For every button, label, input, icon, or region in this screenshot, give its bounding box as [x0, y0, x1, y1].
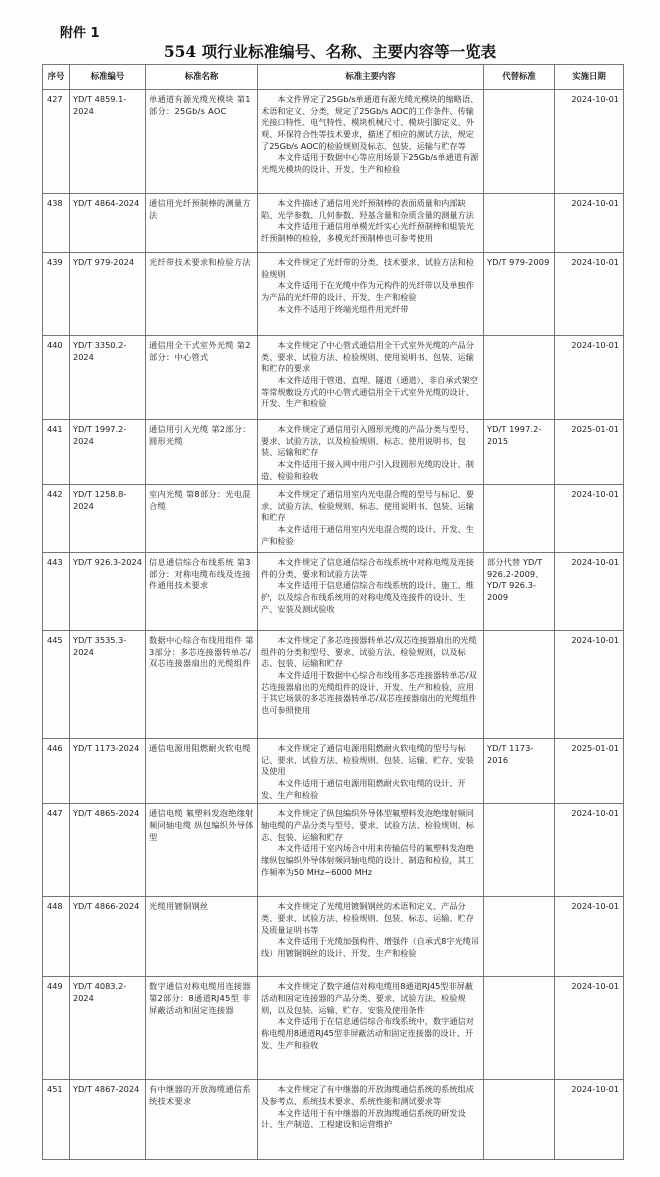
- table-row: [43, 1080, 624, 1160]
- cell-seq: 445: [43, 631, 70, 739]
- table-row: [43, 553, 624, 631]
- cell-name: 通信电缆 氟塑料发泡绝缘射频同轴电缆 纵包编织外导体型: [146, 804, 258, 897]
- content-paragraph: 本文件适用于数据中心等应用场景下25Gb/s单通道有源光缆光模块的设计、开发、生产和检验: [261, 152, 479, 174]
- cell-seq: 441: [43, 420, 70, 485]
- cell-date: 2024-10-01: [555, 1080, 624, 1160]
- cell-seq: 442: [43, 485, 70, 553]
- cell-content: [258, 897, 484, 977]
- cell-replaces: [484, 897, 555, 977]
- cell-content: [258, 336, 484, 420]
- cell-content: [258, 977, 484, 1080]
- cell-date: 2024-10-01: [555, 897, 624, 977]
- cell-code: YD/T 1173-2024: [70, 739, 146, 804]
- content-paragraph: 本文件适用于在光缆中作为元构件的光纤带以及单独作为产品的光纤带的设计、开发、生产和检验: [261, 280, 474, 302]
- table-row: [43, 631, 624, 739]
- content-paragraph: 本文件规定了中心管式通信用全干式室外光缆的产品分类、要求、试验方法、检验规则、使用说明书、包装、运输和贮存的要求: [261, 340, 474, 374]
- page-title: 554 项行业标准编号、名称、主要内容等一览表: [163, 42, 497, 61]
- cell-code: YD/T 1258.8-2024: [70, 485, 146, 553]
- cell-code: YD/T 4865-2024: [70, 804, 146, 897]
- header-content: 标准主要内容: [258, 65, 484, 90]
- cell-seq: 446: [43, 739, 70, 804]
- cell-replaces: [484, 194, 555, 253]
- cell-seq: 439: [43, 253, 70, 336]
- cell-code: YD/T 3350.2-2024: [70, 336, 146, 420]
- cell-replaces: [484, 1080, 555, 1160]
- cell-replaces: [484, 631, 555, 739]
- cell-date: 2024-10-01: [555, 194, 624, 253]
- cell-seq: 449: [43, 977, 70, 1080]
- cell-seq: 447: [43, 804, 70, 897]
- cell-name: 室内光缆 第8部分：光电混合缆: [146, 485, 258, 553]
- content-paragraph: 本文件规定了光纤带的分类、技术要求、试验方法和检验规则: [261, 257, 474, 279]
- cell-seq: 451: [43, 1080, 70, 1160]
- cell-code: YD/T 3535.3-2024: [70, 631, 146, 739]
- cell-content: [258, 420, 484, 485]
- content-paragraph: 本文件规定了数字通信对称电缆用8通道RJ45型非屏蔽活动和固定连接器的产品分类、要求、试验方法、检验规则，以及包装、运输、贮存、安装及使用条件: [261, 981, 474, 1015]
- table-body: [43, 90, 624, 1160]
- cell-content: [258, 253, 484, 336]
- cell-name: 光缆用镀铜钢丝: [146, 897, 258, 977]
- cell-seq: 427: [43, 90, 70, 194]
- cell-date: 2024-10-01: [555, 631, 624, 739]
- content-paragraph: 本文件规定了通信用引入圆形光缆的产品分类与型号、要求、试验方法，以及检验规则、标志、使用说明书、包装、运输和贮存: [261, 424, 474, 458]
- cell-replaces: [484, 336, 555, 420]
- cell-seq: 438: [43, 194, 70, 253]
- cell-code: YD/T 979-2024: [70, 253, 146, 336]
- cell-name: 有中继器的开放海缆通信系统技术要求: [146, 1080, 258, 1160]
- cell-content: [258, 194, 484, 253]
- cell-content: [258, 804, 484, 897]
- cell-content: [258, 553, 484, 631]
- cell-seq: 448: [43, 897, 70, 977]
- cell-name: 信息通信综合布线系统 第3部分：对称电缆布线及连接件通用技术要求: [146, 553, 258, 631]
- table-row: [43, 739, 624, 804]
- content-paragraph: 本文件界定了25Gb/s单通道有源光缆光模块的缩略语、术语和定义、分类，规定了25Gb/s AOC的工作条件、传输光接口特性、电气特性、模块机械尺寸、模块引脚定义、外观、环保符合性等技术要求，描述了相应的测试方法，规定了25Gb/s AOC的检验规则及标志、包装、运输与贮存等: [261, 94, 479, 151]
- cell-date: 2024-10-01: [555, 336, 624, 420]
- content-paragraph: 本文件规定了通信电源用阻燃耐火软电缆的型号与标记、要求、试验方法、检验规则、包装、运输、贮存、安装及使用: [261, 743, 474, 777]
- cell-name: 通信用引入光缆 第2部分：圆形光缆: [146, 420, 258, 485]
- cell-code: YD/T 4867-2024: [70, 1080, 146, 1160]
- table-row: [43, 897, 624, 977]
- table-header-row: [43, 65, 624, 90]
- content-paragraph: 本文件适用于数据中心综合布线用多芯连接器转单芯/双芯连接器扇出的光缆组件的设计、开发、生产和检验，应用于其它场景的多芯连接器转单芯/双芯连接器扇出的光缆组件也可参照使用: [261, 670, 477, 716]
- cell-replaces: [484, 90, 555, 194]
- cell-date: 2024-10-01: [555, 804, 624, 897]
- attachment-label: 附件 1: [60, 26, 100, 41]
- cell-content: [258, 1080, 484, 1160]
- content-paragraph: 本文件规定了通信用室内光电混合缆的型号与标记、要求、试验方法、检验规则、标志、使用说明书、包装、运输和贮存: [261, 489, 474, 523]
- content-paragraph: 本文件适用于通信用室内光电混合缆的设计、开发、生产和检验: [261, 524, 474, 546]
- content-paragraph: 本文件描述了通信用光纤预制棒的表面质量和内部缺陷、光学参数、几何参数、羟基含量和杂质含量的测量方法: [261, 198, 474, 220]
- table-row: [43, 420, 624, 485]
- cell-name: 数据中心综合布线用组件 第3部分：多芯连接器转单芯/双芯连接器扇出的光缆组件: [146, 631, 258, 739]
- cell-replaces: YD/T 1173-2016: [484, 739, 555, 804]
- cell-code: YD/T 1997.2-2024: [70, 420, 146, 485]
- cell-name: 通信用光纤预制棒的测量方法: [146, 194, 258, 253]
- content-paragraph: 本文件适用于通信用单模光纤实心光纤预制棒和組装光纤预制棒的检验，多模光纤预制棒也可参考使用: [261, 221, 474, 243]
- header-seq: 序号: [43, 65, 70, 90]
- content-paragraph: 本文件适用于有中继器的开放海缆通信系统的研发设计、生产制造、工程建设和运营维护: [261, 1107, 466, 1130]
- cell-date: 2024-10-01: [555, 90, 624, 194]
- table-row: [43, 253, 624, 336]
- cell-name: 光纤带技术要求和检验方法: [146, 253, 258, 336]
- table-row: [43, 804, 624, 897]
- cell-code: YD/T 4859.1-2024: [70, 90, 146, 194]
- cell-replaces: [484, 804, 555, 897]
- cell-name: 通信电源用阻燃耐火软电缆: [146, 739, 258, 804]
- cell-date: 2025-01-01: [555, 739, 624, 804]
- cell-replaces: YD/T 979-2009: [484, 253, 555, 336]
- cell-date: 2024-10-01: [555, 485, 624, 553]
- cell-replaces: 部分代替 YD/T 926.2-2009、YD/T 926.3-2009: [484, 553, 555, 631]
- content-paragraph: 本文件规定了多芯连接器转单芯/双芯连接器扇出的光缆组件的分类和型号、要求、试验方法、检验规则，以及标志、包装、运输和贮存: [261, 635, 477, 669]
- cell-replaces: [484, 485, 555, 553]
- content-paragraph: 本文件适用于接入网中用户引入段圆形光缆的设计、制造、检验和验收: [261, 458, 474, 481]
- header-date: 实施日期: [555, 65, 624, 90]
- cell-code: YD/T 4083.2-2024: [70, 977, 146, 1080]
- cell-date: 2024-10-01: [555, 253, 624, 336]
- cell-code: YD/T 4866-2024: [70, 897, 146, 977]
- cell-name: 通信用全干式室外光缆 第2部分：中心管式: [146, 336, 258, 420]
- content-paragraph: 本文件适用于信息通信综合布线系统的设计、施工、维护，以及综合布线系统用的对称电缆及连接件的设计、生产、安装及测试验收: [261, 580, 474, 614]
- content-paragraph: 本文件规定了信息通信综合布线系统中对称电缆及连接件的分类、要求和试验方法等: [261, 557, 474, 579]
- table-row: [43, 485, 624, 553]
- cell-date: 2024-10-01: [555, 977, 624, 1080]
- standards-table: [42, 64, 624, 1160]
- cell-content: [258, 631, 484, 739]
- header-replaces: 代替标准: [484, 65, 555, 90]
- content-paragraph: 本文件规定了有中继器的开放海缆通信系统的系统组成及参考点、系统技术要求、系统性能和测试要求等: [261, 1084, 474, 1107]
- cell-date: 2025-01-01: [555, 420, 624, 485]
- cell-name: 数字通信对称电缆用连接器 第2部分：8通道RJ45型 非屏蔽活动和固定连接器: [146, 977, 258, 1080]
- cell-date: 2024-10-01: [555, 553, 624, 631]
- cell-code: YD/T 926.3-2024: [70, 553, 146, 631]
- cell-replaces: [484, 977, 555, 1080]
- content-paragraph: 本文件适用于在信息通信综合布线系统中，数字通信对称电缆用8通道RJ45型非屏蔽活动和固定连接器的设计、开发、生产和验收: [261, 1016, 474, 1050]
- content-paragraph: 本文件适用于光缆加强构件、增强件（自承式8字光缆吊线）用镀铜钢丝的设计、开发、生产和检验: [261, 936, 480, 958]
- cell-replaces: YD/T 1997.2-2015: [484, 420, 555, 485]
- cell-seq: 440: [43, 336, 70, 420]
- table-row: [43, 194, 624, 253]
- content-paragraph: 本文件不适用于终端光组件用光纤带: [277, 303, 409, 314]
- content-paragraph: 本文件规定了纵包编织外导体型氟塑料发泡绝缘射频同轴电缆的产品分类与型号、要求、试验方法、检验规则、标志、包装、运输和贮存: [261, 808, 474, 842]
- table-row: [43, 336, 624, 420]
- cell-code: YD/T 4864-2024: [70, 194, 146, 253]
- table-row: [43, 977, 624, 1080]
- cell-content: [258, 90, 484, 194]
- header-code: 标准编号: [70, 65, 146, 90]
- content-paragraph: 本文件适用于通信电源用阻燃耐火软电缆的设计、开发、生产和检验: [261, 778, 466, 800]
- cell-name: 单通道有源光缆光模块 第1部分：25Gb/s AOC: [146, 90, 258, 194]
- content-paragraph: 本文件规定了光缆用镀铜钢丝的术语和定义、产品分类、要求、试验方法、检验规则、包装、标志、运输、贮存及质量证明书等: [261, 901, 474, 935]
- content-paragraph: 本文件适用于室内场合中用来传输信号的氟塑料发泡绝缘纵包编织外导体射频同轴电缆的设计、制造和检验，其工作频率为50 MHz~6000 MHz: [261, 843, 474, 877]
- cell-content: [258, 485, 484, 553]
- cell-content: [258, 739, 484, 804]
- content-paragraph: 本文件适用于管道、直埋、隧道（通道）、非自承式架空等常规敷设方式的中心管式通信用全干式室外光缆的设计、开发、生产和检验: [261, 374, 478, 409]
- header-name: 标准名称: [146, 65, 258, 90]
- cell-seq: 443: [43, 553, 70, 631]
- table-row: [43, 90, 624, 194]
